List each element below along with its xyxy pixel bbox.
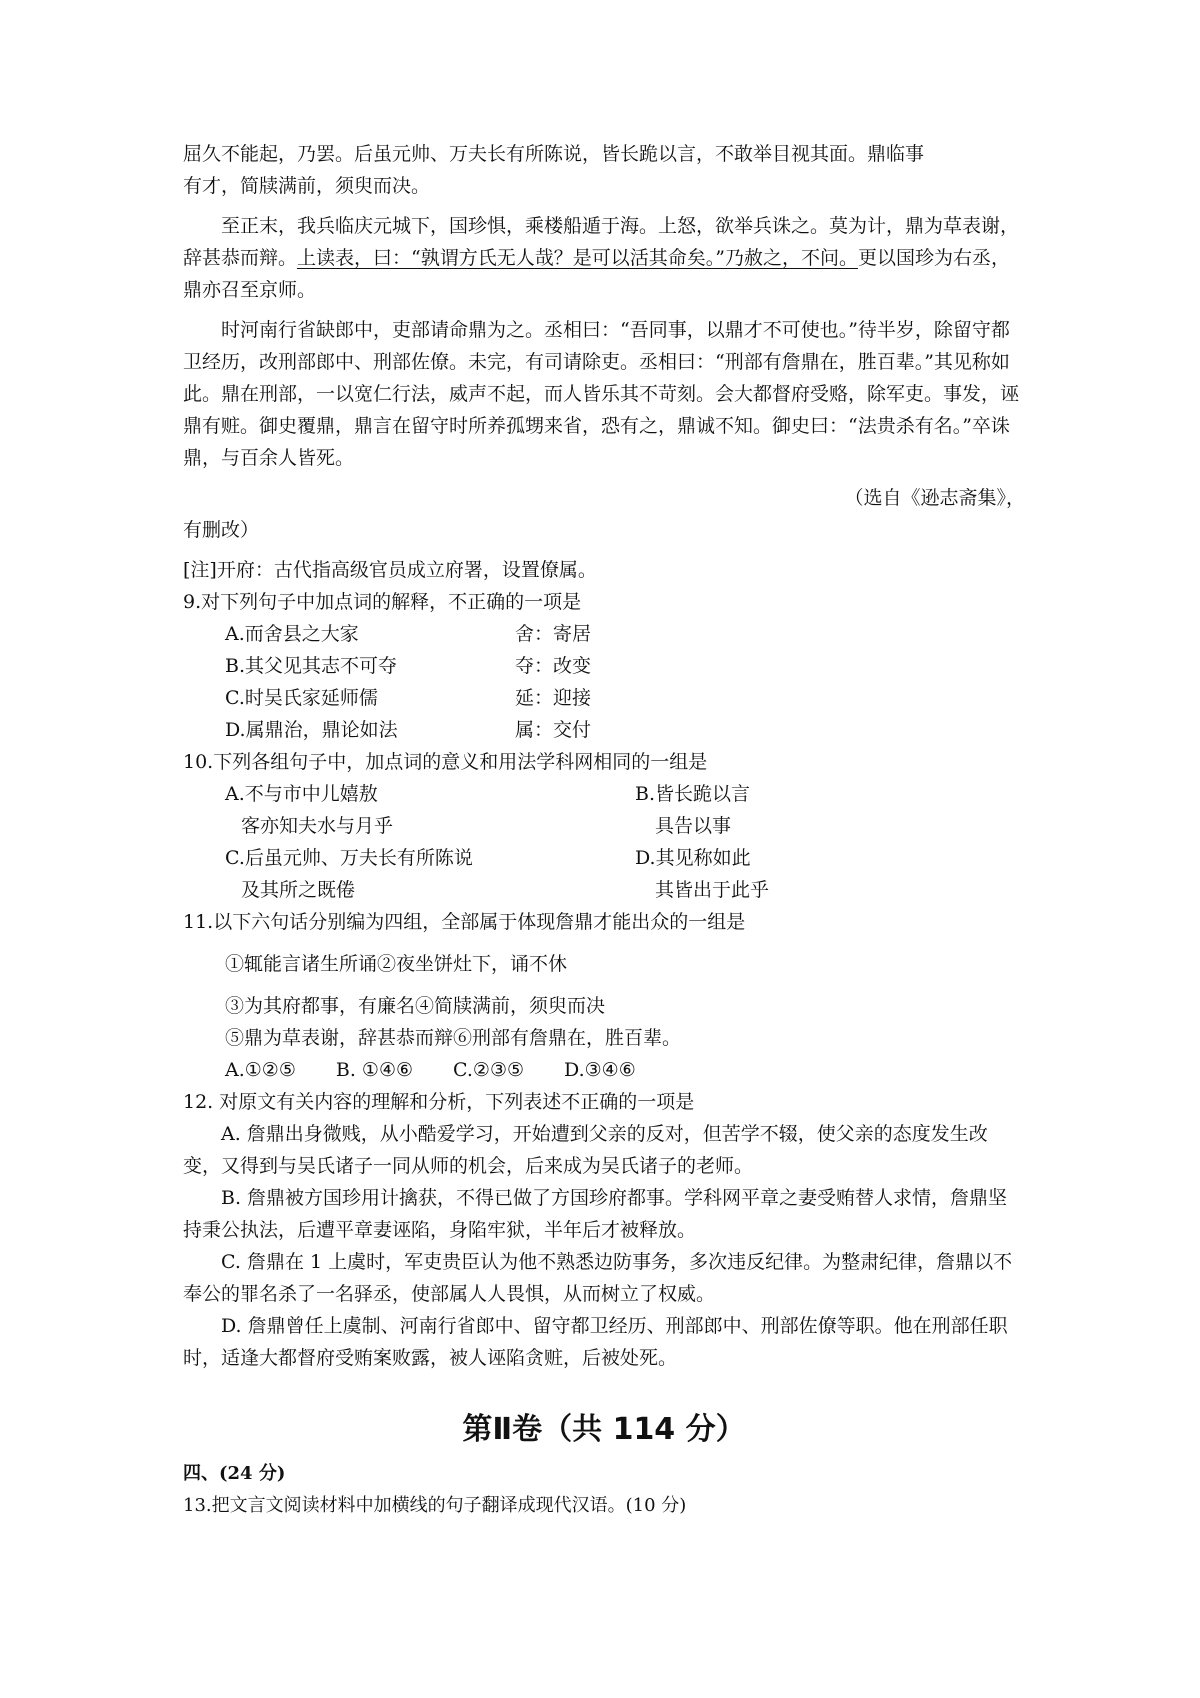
passage-paragraph: 时河南行省缺郎中，吏部请命鼎为之。丞相曰：“吾同事，以鼎才不可使也。”待半岁，除留守都卫经历，改刑部郎中、刑部佐僚。未完，有司请除吏。丞相曰：“刑部有詹鼎在，胜百辈。”其见称如此。鼎在刑部，一以宽仁行法，威声不起，而人皆乐其不苛刻。会大都督府受赂，除军吏。事发，诬鼎有赃。御史覆鼎，鼎言在留守时所养孤甥来省，恐有之，鼎诚不知。御史曰：“法贵杀有名。”卒诛鼎，与百余人皆死。: [183, 319, 1020, 469]
question-10-stem: 10.下列各组句子中，加点词的意义和用法学科网相同的一组是: [183, 751, 708, 773]
underlined-sentence: 上读表，曰：“孰谓方氏无人哉？是可以活其命矣。”乃赦之，不问。: [297, 247, 858, 269]
question-9-option: B.其父见其志不可夺 夺：改变: [225, 655, 592, 677]
question-10-options: C.后虽元帅、万夫长有所陈说 D.其见称如此: [225, 847, 751, 869]
question-12-option: C. 詹鼎在 1 上虞时，军吏贵臣认为他不熟悉边防事务，多次违反纪律。为整肃纪律，詹鼎以不奉公的罪名杀了一名驿丞，使部属人人畏惧，从而树立了权威。: [183, 1251, 1013, 1305]
note: [注]开府：古代指高级官员成立府署，设置僚属。: [183, 559, 597, 581]
source-citation: （选自《逊志斋集》，: [844, 487, 1025, 509]
question-9-stem: 9.对下列句子中加点词的解释，不正确的一项是: [183, 591, 582, 613]
question-9-option: A.而舍县之大家 舍：寄居: [225, 623, 592, 645]
question-12-option: D. 詹鼎曾任上虞制、河南行省郎中、留守都卫经历、刑部郎中、刑部佐僚等职。他在刑部任职时，适逢大都督府受贿案败露，被人诬陷贪赃，后被处死。: [183, 1315, 1008, 1369]
question-10-options: 及其所之既倦 其皆出于此乎: [241, 879, 770, 901]
question-12-option: A. 詹鼎出身微贱，从小酷爱学习，开始遭到父亲的反对，但苦学不辍，使父亲的态度发生改变，又得到与吴氏诸子一同从师的机会，后来成为吴氏诸子的老师。: [183, 1123, 988, 1177]
document-page: [183, 138, 1025, 1522]
question-9-option: C.时吴氏家延师儒 延：迎接: [225, 687, 592, 709]
question-10-options: 客亦知夫水与月乎 具告以事: [241, 815, 732, 837]
passage-text: 至正末，我兵临庆元城下，国珍惧，乘楼船遁于海。上怒，欲举兵诛之。莫为计，鼎为草表谢，辞甚恭而辩。: [183, 215, 1020, 269]
question-12-stem: 12. 对原文有关内容的理解和分析，下列表述不正确的一项是: [183, 1091, 695, 1113]
passage-line: 有才，简牍满前，须臾而决。: [183, 175, 431, 197]
question-11-stem: 11.以下六句话分别编为四组，全部属于体现詹鼎才能出众的一组是: [183, 911, 746, 933]
passage-paragraph: [183, 210, 1025, 306]
question-11-choices: A.①②⑤ B. ①④⑥ C.②③⑤ D.③④⑥: [225, 1059, 636, 1081]
passage-text: 更以国珍为右丞，鼎亦召至京师。: [183, 247, 1010, 301]
section-heading: 四、(24 分): [183, 1463, 286, 1484]
question-13: 13.把文言文阅读材料中加横线的句子翻译成现代汉语。(10 分): [183, 1495, 687, 1516]
passage-line: 屈久不能起，乃罢。后虽元帅、万夫长有所陈说，皆长跪以言，不敢举目视其面。鼎临事: [183, 143, 925, 165]
question-11-line: ①辄能言诸生所诵②夜坐饼灶下，诵不休: [225, 953, 568, 975]
question-12-option: B. 詹鼎被方国珍用计擒获，不得已做了方国珍府都事。学科网平章之妻受贿替人求情，詹鼎坚持秉公执法，后遭平章妻诬陷，身陷牢狱，半年后才被释放。: [183, 1187, 1008, 1241]
question-10-options: A.不与市中儿嬉敖 B.皆长跪以言: [225, 783, 751, 805]
question-9-option: D.属鼎治，鼎论如法 属：交付: [225, 719, 592, 741]
part-title: 第Ⅱ卷（共 114 分）: [462, 1412, 746, 1447]
source-citation-cont: 有删改）: [183, 519, 260, 541]
question-11-line: ⑤鼎为草表谢，辞甚恭而辩⑥刑部有詹鼎在，胜百辈。: [225, 1027, 682, 1049]
question-11-line: ③为其府都事，有廉名④简牍满前，须臾而决: [225, 995, 606, 1017]
